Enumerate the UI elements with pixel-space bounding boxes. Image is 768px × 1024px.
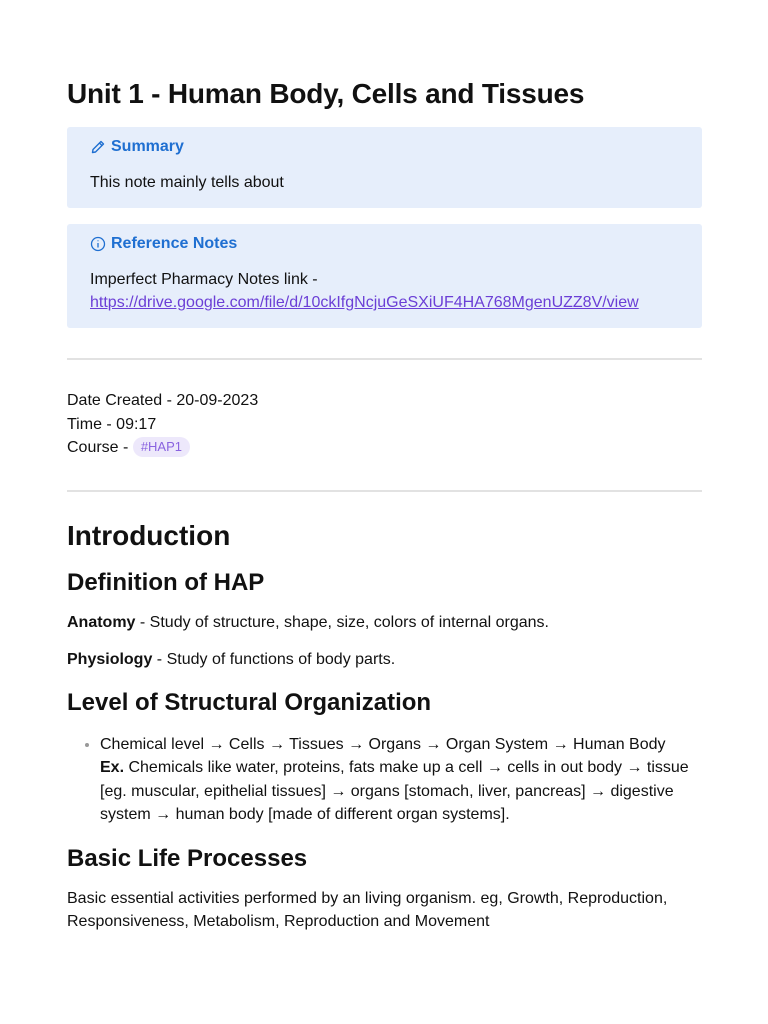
pencil-icon: [90, 139, 106, 155]
physiology-paragraph: [67, 648, 701, 672]
course-tag[interactable]: #HAP1: [133, 437, 190, 457]
summary-heading-label: Summary: [111, 138, 184, 155]
divider: [67, 490, 702, 492]
physiology-text: - Study of functions of body parts.: [152, 651, 396, 668]
example-label: Ex.: [100, 759, 125, 776]
reference-callout: [67, 224, 702, 328]
time-created: Time - 09:17: [67, 415, 157, 433]
course-row: [67, 436, 701, 460]
heading-introduction: Introduction: [67, 519, 231, 551]
reference-drive-link[interactable]: https://drive.google.com/file/d/10ckIfgNcjuGeSXiUF4HA768MgenUZZ8V/view: [90, 294, 639, 311]
date-created: Date Created - 20-09-2023: [67, 392, 259, 409]
summary-callout-heading: [90, 137, 679, 157]
reference-body-text: Imperfect Pharmacy Notes link -: [90, 271, 318, 288]
page-title: Unit 1 - Human Body, Cells and Tissues: [67, 78, 585, 109]
structural-list: [67, 733, 701, 827]
structural-levels-text: Chemical level → Cells → Tissues → Organs → Organ System → Human Body: [100, 735, 666, 753]
anatomy-paragraph: [67, 611, 701, 635]
anatomy-term: Anatomy: [67, 613, 136, 631]
reference-heading-label: Reference Notes: [111, 235, 238, 252]
course-label: Course -: [67, 439, 129, 456]
heading-basic-life-processes: Basic Life Processes: [67, 844, 308, 872]
physiology-term: Physiology: [67, 651, 153, 668]
divider: [67, 358, 702, 360]
heading-definition: Definition of HAP: [67, 568, 265, 596]
example-text: Chemicals like water, proteins, fats make up a cell → cells in out body → tissue [eg. muscular, epithelial tissues] → organs [stomach, liver, pancreas] → digestive system → human body [made of different organ systems].: [100, 759, 689, 823]
reference-callout-heading: [90, 234, 679, 254]
list-item: [100, 733, 701, 827]
life-processes-paragraph: Basic essential activities performed by an living organism. eg, Growth, Reproduction, Responsiveness, Metabolism, Reproduction and Movement: [67, 889, 668, 930]
info-icon: [90, 236, 106, 252]
anatomy-text: - Study of structure, shape, size, colors of internal organs.: [135, 613, 549, 631]
summary-callout: [67, 127, 702, 208]
summary-body: This note mainly tells about: [90, 174, 284, 191]
reference-body: [90, 268, 679, 314]
heading-structural-organization: Level of Structural Organization: [67, 688, 432, 716]
metadata-block: [67, 389, 701, 460]
